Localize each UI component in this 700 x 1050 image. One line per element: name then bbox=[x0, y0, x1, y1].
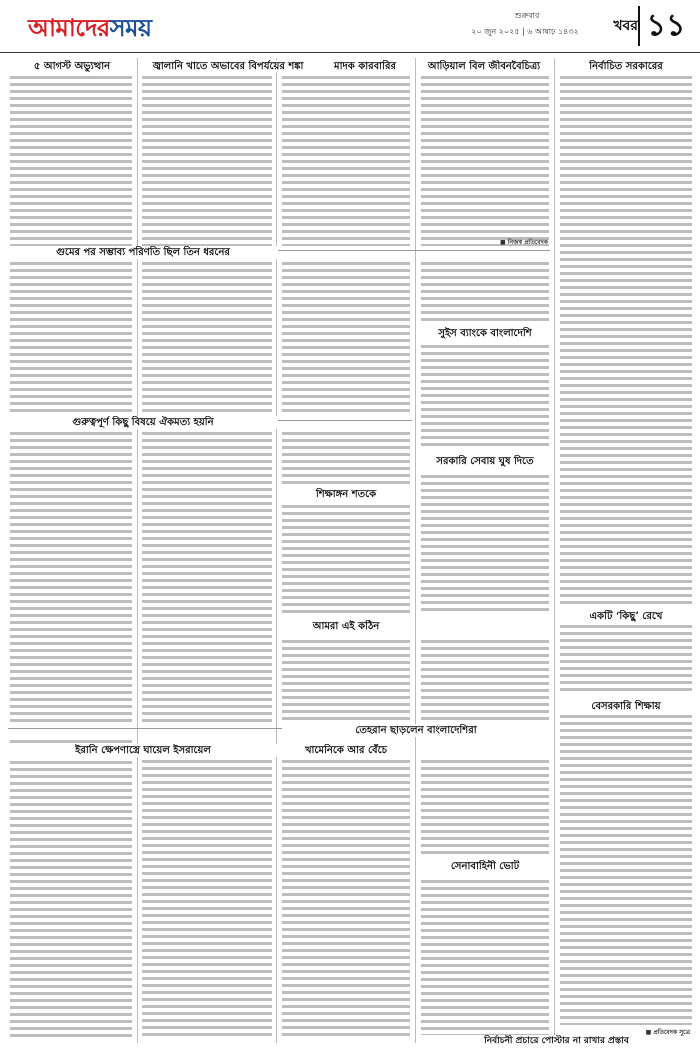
headline-disappearance-outcomes: গুমের পর সম্ভাব্য পরিণতি ছিল তিন ধরনের bbox=[8, 246, 278, 259]
article-body bbox=[560, 715, 692, 1025]
article-body bbox=[421, 475, 549, 615]
section-label: খবর bbox=[613, 18, 638, 34]
headline-campaign-poster: নির্বাচনী প্রচারে পোস্টার না রাখার প্রস্তাব bbox=[421, 1035, 692, 1048]
article-body bbox=[421, 880, 549, 1040]
headline-private-education: বেসরকারি শিক্ষায় bbox=[560, 700, 692, 713]
column-rule bbox=[554, 58, 555, 1043]
issue-date: ২০ জুন ২০২৫ | ৬ আষাঢ় ১৪৩২ bbox=[471, 27, 579, 36]
headline-swiss-bank: সুইস ব্যাংকে বাংলাদেশি bbox=[421, 327, 549, 340]
article-body bbox=[282, 505, 410, 615]
column-rule bbox=[276, 58, 277, 1043]
headline-khamenei: খামেনিকে আর বেঁচে bbox=[282, 744, 410, 757]
headline-tehran: তেহরান ছাড়লেন বাংলাদেশিরা bbox=[282, 724, 550, 737]
article-body bbox=[10, 740, 132, 1040]
article-body bbox=[142, 76, 272, 246]
article-body bbox=[421, 262, 549, 322]
masthead bbox=[0, 0, 700, 53]
headline-something: একটি ‘কিছু’ রেখে bbox=[560, 610, 692, 623]
headline-consensus: গুরুত্বপূর্ণ কিছু বিষয়ে ঐকমত্য হয়নি bbox=[8, 416, 278, 429]
page-number: ১১ bbox=[638, 6, 692, 46]
byline-election-gov: ■ প্রতিবেদক সুত্রে bbox=[645, 1029, 690, 1036]
headline-army-vote: সেনাবাহিনী ভোট bbox=[421, 860, 549, 873]
article-body bbox=[421, 640, 549, 722]
newspaper-logo: আমাদেরসময় bbox=[28, 14, 152, 42]
headline-we-are: আমরা এই কঠিন bbox=[282, 620, 410, 633]
column-rule bbox=[137, 58, 138, 1043]
article-body bbox=[142, 432, 272, 722]
article-body bbox=[421, 345, 549, 450]
headline-public-service: সরকারি সেবায় ঘুষ দিতে bbox=[421, 455, 549, 468]
article-body bbox=[560, 76, 692, 606]
byline-adiala: ■ নিজস্ব প্রতিবেদক bbox=[500, 239, 548, 246]
headline-fuel-crisis: জ্বালানি খাতে অভাবের বিপর্যয়ের শঙ্কা bbox=[140, 60, 316, 73]
article-body bbox=[10, 262, 132, 414]
headline-iran-missiles: ইরানি ক্ষেপণাস্ত্রে ঘায়েল ইসরায়েল bbox=[8, 744, 278, 757]
headline-august-uprising: ৫ আগস্ট অভ্যুত্থান bbox=[12, 60, 132, 73]
headline-elected-government: নির্বাচিত সরকারের bbox=[560, 60, 692, 73]
headline-education: শিক্ষাঙ্গন শতকে bbox=[282, 488, 410, 501]
article-body bbox=[282, 760, 410, 1040]
article-body bbox=[142, 760, 272, 1040]
headline-drug-dealer: মাদক কারবারির bbox=[320, 60, 410, 73]
issue-day: শুক্রবার bbox=[514, 11, 540, 20]
article-body bbox=[282, 262, 410, 414]
article-body bbox=[10, 76, 132, 246]
article-body bbox=[10, 432, 132, 722]
article-body bbox=[560, 625, 692, 695]
column-rule bbox=[415, 58, 416, 1043]
article-body bbox=[421, 76, 549, 246]
article-body bbox=[142, 262, 272, 414]
article-body bbox=[282, 76, 410, 246]
article-body bbox=[282, 432, 410, 484]
headline-adiala-bil: আড়িয়াল বিল জীবনবৈচিত্র্য bbox=[418, 60, 550, 73]
article-body bbox=[282, 640, 410, 722]
article-body bbox=[421, 760, 549, 855]
